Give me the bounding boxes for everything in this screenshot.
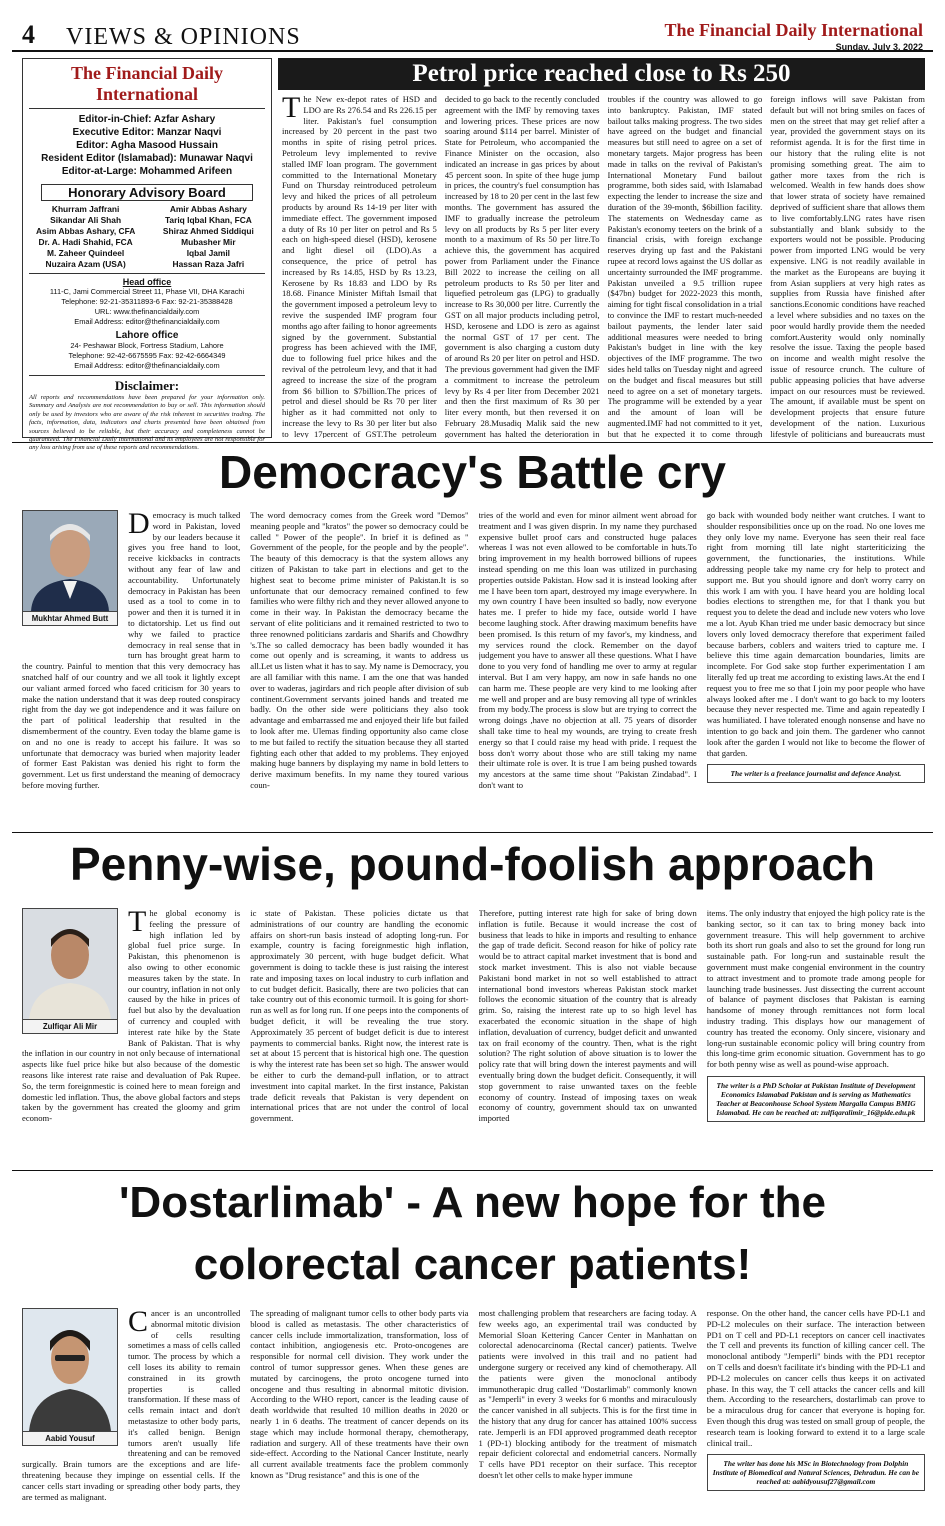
author-bio: The writer has done his MSc in Biotechnology from Dolphin Institute of Biomedical and Natural Sciences, Dehradun. He can be reached at: aabidyousuf27@gmail.com — [707, 1454, 925, 1491]
column-text: emocracy is much talked word in Pakistan, loved by our leaders because it gives you free hand to loot, receive kickbacks in contracts without any fear of law and accountability. Unfortunately democracy in Pakistan has been used as a tool to come in to power and then it is turned it in to dictatorship. Let us find out why we failed to practice democracy in real sense that in turn has brought great harm to the country. Painful to mention that this very democracy has snatched half of our country and we all took it lightly except our valiant armed forced who faced criticism for 30 years to make the nation understand that it was deep routed conspiracy right from the day we got independence and it was failure on the part of political leadership that resulted in the dismemberment of the country. Even today the blame game is on and no one is ready to accept his failure. It was so unfortunate that democracy was buried when majority leader of former East Pakistan was denied his right to form the government. Let us first understand the meaning of democracy before moving further. — [22, 510, 241, 790]
editor-line: Editor-in-Chief: Azfar Ashary — [78, 114, 216, 125]
drop-cap: C — [128, 1308, 149, 1338]
author-bio: The writer is a PhD Scholar at Pakistan Institute of Development Economics Islamabad Pakistan and is serving as Mathematics Teacher at Beaconhouse School System Margalla Campus BMIG Islamabad. He can be reached at: zulfiqaralimir_16@pide.edu.pk — [707, 1076, 925, 1122]
editor-line: Editor: Agha Masood Hussain — [76, 140, 218, 151]
article-column: decided to go back to the recently concluded agreement with the IMF by removing taxes and lowering prices. These prices are now soaring around $114 per barrel. Minister of State for Petroleum, who accompanied the Finance Minister on the occasion, also indicated an increase in gas prices by about 45 percent soon. In spite of thee huge jump in prices, the country's fuel consumption has increased by 18 to 20 per cent in the last few months. The government has assured the IMF to gradually increase the petroleum levy on all products by Rs 5 per liter every month to a maximum of Rs 50 per litre.To achieve this, the government has acquired power from Parliament under the Finance Bill 2022 to increase the ceiling on all petroleum products to Rs 50 per liter and liquefied petroleum gas (LPG) to gradually increase to Rs 30,000 per litre. Currently the GST on all major products including petrol, HSD, kerosene and LDO is zero as against the normal GST of 17 per cent. The government is also charging a custom duty of around Rs 20 per liter on petrol and HSD. The previous government had given the IMF a commitment to increase the petroleum levy by Rs 4 per liter from December 2021 and then the first maximum of Rs 30 per liter every month, but then reversed it on February 28.Musadiq Malik said the new government has halted the deterioration in — [444, 94, 600, 438]
article-column: Therefore, putting interest rate high for sake of bring down inflation is futile. Because it would increase the cost of business that leads to hike in imports and resulting to enhance the gap of trade deficit. Second reason for hike of policy rate would be to attract capital market investment that is bond and stock market investment. This is also not viable because Pakistani bond market in not so well established to attract international bond investors whereas Pakistan stock market follows the economic situation of the country that is already grim. So, raising the interest rate up to so high level has exacerbated the economic situation in the shape of high inflation, devaluation of currency, budget deficit and unwanted tax on frail economy of the country. Then, what is the right solution? The right solution of above situation is to lower the policy rate that will bring down the interest payments and will eventually bring down the budget deficit. Consequently, it will stop government to raise unwanted taxes on the feeble economy of country. Instead of imposing taxes on weak economy of country, government should tax on unwanted imported — [478, 908, 697, 1124]
article-column — [22, 510, 240, 828]
article-column: The spreading of malignant tumor cells to other body parts via blood is called as metastasis. The other characteristics of cancer cells include immortalization, transformation, loss of contact inhibition, angiogenesis etc. Proto-oncogenes are responsible for normal cell division. They work under the control of tumor suppressor genes. When these genes are mutated by carcinogens, the proto oncogene turned into oncogene and thus resulting in abnormal mitotic division. According to the WHO report, cancer is the leading cause of death worldwide that resulted 10 million deaths in 2020 or nearly 1 in 6 deaths. The treatment of cancer depends on its stage which may include hormonal therapy, chemotherapy, radiation and surgery. All of these treatments have their own side-effect. According to the National Cancer Institute, nearly all current available treatments face the problem commonly known as "Drug resistance" and this is one of the — [250, 1308, 469, 1480]
article-column — [282, 94, 437, 438]
advisory-members-right: Amir Abbas Ashary Tariq Iqbal Khan, FCA Shiraz Ahmed Siddiqui Mubasher Mir Iqbal Jamil Hassan Raza Jafri — [162, 204, 254, 269]
article-column: foreign inflows will save Pakistan from default but will not bring smiles on faces of men on the street that may get relief after a year, provided the government stays on its reformist agenda. It is for the first time in our history that the ruling elite is not promising something great. The aim to gather more taxes from the rich is welcomed. Wealth in few hands does show that lower strata of society have remained deprived of sufficient share that allows them to live comfortably.LNG rates have risen substantially and blank subsidy to the exporters would not be possible. Producing power from imported LNG would be very expensive. LNG is not readily available in the market as the Europeans are buying it from Asian suppliers at very high rates as supplies from Russia have finished after sanctions.Economic conditions have reached a level where subsidies and no taxes on the poor would hardly provide them the needed comfort.Austerity would only nominally resolve the issue. Taxing the people based on income and wealth might resolve the issue of resource crunch. The culture of public appeasing policies that have adverse impact on our resources must be reviewed. The amount, if available must be spent on development projects that ensure future development of the nation. Luxurious lifestyle of politicians and bureaucrats must — [770, 94, 925, 438]
issue-date: Sunday, July 3, 2022 — [835, 42, 923, 52]
article-column — [22, 1308, 240, 1522]
editor-line: Resident Editor (Islamabad): Munawar Naqvi — [41, 153, 253, 164]
page-header — [8, 6, 937, 50]
article-column — [707, 510, 925, 828]
editor-line: Executive Editor: Manzar Naqvi — [72, 127, 222, 138]
article-column: tries of the world and even for minor ailment went abroad for treatment and I was given disprin. In my name they purchased expensive bullet proof cars and constructed huge palaces whereas I was not even allowed to be comfortable in huts.To bring improvement in my health borrowed billions of rupees instead spending on me this loan was utilized in purchasing properties outside Pakistan. How sad it is instead looking after me I have been torn apart, destroyed my image everywhere. In my own country I have been insulted so badly, now everyone hates me. I prefer to hide my face, outside world I have become laughing stock. After drawing maximum benefits have been promised. Is this return of my favor's, my kindness, and my services round the clock. Remember on the dayof judgement you have to answer all these questions. What I have done to you very fond of handling me over to army at regular interval. But I am very happy, am now in safe hands no one can harm me. These people are very kind to me looking after me well and proper and are busy removing all type of wrinkles from my body.The process is slow but are trying to correct the wrong doings ,have no objection at all. 75 years of disorder shall take time to heal my wounds, are trying to create fresh energy so that I could raise my head with pride. I request the boss don't worry about those who are still taking my name their ultimate role is over. It is true I am being pushed towards my ancestors at the same time shout "Pakistan Zindabad". I don't want to — [478, 510, 697, 790]
drop-cap: D — [128, 510, 150, 540]
article-headline: Penny-wise, pound-foolish approach — [69, 838, 876, 890]
head-office-title: Head office — [122, 277, 172, 287]
disclaimer-title: Disclaimer: — [29, 375, 265, 394]
column-text: he global economy is feeling the pressure of high inflation led by global fuel price surge. In Pakistan, this phenomenon is also owing to other economic measures taken by the state. In our country, inflation in not only caused by the hike in prices of fuel but also by the devaluation of currency and coupled with interest rate hike by the State Bank of Pakistan. That is why the inflation in our country in not only because of international aspects like fuel price hike but also because of the domestic reasons like interest rate raise and devaluation of Pak Rupee. So, the term foreignmestic is coined here to mean foreign and domestic led inflation. Thus, the above global factors and steps taken by the government has created the gloomy and grim econom- — [22, 908, 241, 1124]
column-text: ancer is an uncontrolled abnormal mitotic division of cells resulting sometimes a mass of cells called tumor. The process by which a cell loses its ability to remain constrained in its growth properties is called transformation. If these mass of cells remain intact and don't metastasize to other body parts, it's called benign. Benign tumors aren't usually life threatening and can be removed surgically. Brain tumors are the exceptions and are life- threatening because they impinge on essential cells. If the cancer cells start invading or spreading other body parts, they are termed as malignant. — [22, 1308, 241, 1502]
article-headline-line1: 'Dostarlimab' - A new hope for the — [118, 1178, 827, 1227]
column-text: he New ex-depot rates of HSD and LDO are Rs 276.54 and Rs 226.15 per liter. Pakistan's fuel consumption increased by 20 percent in the past two months in spite of rising petrol prices. Petroleum levy implemented to revive stalled IMF loan program. The government committed to the International Monetary Fund on Thursday reintroduced petroleum levy and hiked the prices of all petroleum products by around Rs 14-19 per liter with immediate effect. The government imposed a duty of Rs 10 per liter on petrol and Rs 5 each on high-speed diesel (HSD), kerosene and light diesel oil (LDO).As a consequence, the price of petrol has increased by Rs 14.85, HSD by Rs 13.23, Kerosene by Rs 18.83 and LDO by Rs 18.68. Finance Minister Miftah Ismail that the government imposed a petroleum levy to revive the suspended IMF program four months ago after failing to honor agreements signed by the government. Substantial progress has been achieved with the IMF, due to following fuel price hikes and the revival of the petroleum levy, and that it had agreed to increase the size of the program from $6 billion to $7billion.The prices of petrol and diesel should be Rs 70 per liter higher as it had committed not only to increase the levy to Rs 30 per liter but also to levy 17percent of GST.The petroleum — [282, 94, 437, 438]
editor-list — [29, 113, 265, 178]
lahore-office-address: 24- Peshawar Block, Fortress Stadium, Lahore Telephone: 92-42-6675595 Fax: 92-42-6664349 Email Address: editor@thefinancialdaily.com — [68, 341, 226, 370]
author-bio: The writer is a freelance journalist and defence Analyst. — [707, 764, 925, 783]
article-column: most challenging problem that researchers are facing today. A few weeks ago, an experimental trail was conducted by Memorial Sloan Kettering Cancer Center in Manhattan on colorectal adenocarcinoma (Rectal cancer) patients. Twelve patients were involved in this trail and no patient had undergone surgery or received any kind of chemotherapy. All the patients were given the monoclonal antibody immunotherapic drug called "Dostarlimab" commonly known as "Jemperli" in every 3 weeks for 6 months and miraculously the cancer vanished in all subjects. This is for the first time in the history that any drug for cancer has attained 100% success rate. Jemperli is an FDI approved programmed death receptor 1 (PD-1) blocking antibody for the treatment of mismatch repair deficient colorectal and endometrial cancers. Normally T cells have PD1 receptor on their surface. This receptor doesn't let other cells to make hyper immune — [478, 1308, 697, 1480]
article-column — [707, 1308, 925, 1522]
article-body — [22, 510, 925, 828]
article-column — [22, 908, 240, 1168]
section-divider — [12, 1170, 933, 1171]
drop-cap: T — [282, 94, 301, 124]
column-text: items. The only industry that enjoyed the high policy rate is the banking sector, so it can tax to bring money back into government treasure. This will help government to archive both its short run goals and also to set the ground for long run sustainable path. For long-run and sustainable result the government must make congenial environment in the country to attract investment and to promote trade among people for launching trade businesses. Just dissecting the current account of balance of payment discloses that Pakistan is earning handsome of money through remittances not form local industry trading. This displays how our management of country has treated the economy. Only sincere, visionary and long-run sustainable economic policy will bring country from this long-time grim economic situation. Government has to go for both penny wise as well as pound-wise approach. — [706, 908, 925, 1070]
author-name: Mukhtar Ahmed Butt — [23, 611, 117, 625]
author-name: Aabid Yousuf — [23, 1431, 117, 1445]
article-column: The word democracy comes from the Greek word "Demos" meaning people and "kratos" the power so democracy could be called " Power of the people". In brief it is defined as " Government of the people, for the people and by the people". The beauty of this democracy is that the system allows any citizen of Pakistan to take part in elections and get to the highest seat to become prime minister of Pakistan.It is so unfortunate that our democracy remained confined to few families who were filthy rich and they never allowed anyone to come in their way. In Pakistan the democracy became the servant of elite politicians and it remained restricted to two to three renowned politicians zardaris and Sharifs and Chowdhry 's.The so called democracy has been badly wounded it has come out openly and is screaming, it wants to address us all.Let us listen what it has to say. My name is Democracy, you are all familiar with this name. I am the one that was handed over to waderas, jagirdars and rich people after division of sub continent.Government servants joined hands and treated me badly. On the other side were politicians they also took advantage and embarrassed me and enjoyed their life but failed to look after me. Ulemas finding opportunity also came close to me but failed to rectify the situation because they all started fighting each other that added to my problems. They enjoyed making huge banners by displaying my name in bold letters to derive maximum benefits. In my name they toured various coun- — [250, 510, 469, 790]
column-text: go back with wounded body neither want crutches. I want to shoulder responsibilities once up on the road. No one loves me they only love my name. Everyone has seen their real face right from morning till late night starteriticizing the government, the functionaries, the institutions. While addressing people take my name cry for help to protect and support me. But you should ignore and don't worry carry on this work I am with you. I have heard you are holding local bodies elections to strengthen me, for that I thank you but request you to delete the dead and include new voters who love me a lot. Ayub Khan tried me under basic democracy but since lovers only loved democracy therefore that experiment failed because barbers, coblers and waiters tried to capture me. I believe this time again demarcation boundaries, limits are incomplete. For God sake stop further experimentation I am literally fed up treat me according to existing laws.At the end I request you to free me so that I join my poor people who have always looked after me . I don't want to go back to my looters because they never respected me. Time and again repeatedly I was humiliated. I have tolerated enough nonsense and have no intention to go back and join them. The gardener who cannot look after the garden I would not like to become the flower of that garden. — [706, 510, 925, 758]
section-title: VIEWS & OPINIONS — [66, 24, 301, 50]
lead-article-body — [282, 94, 925, 438]
author-name: Zulfiqar Ali Mir — [23, 1019, 117, 1033]
section-divider — [12, 832, 933, 833]
lahore-office-title: Lahore office — [115, 330, 179, 341]
infobox-paper-name: The Financial Daily International — [29, 63, 265, 109]
column-text: response. On the other hand, the cancer cells have PD-L1 and PD-L2 molecules on their surface. The interaction between PD1 on T cell and PD-L1 receptors on cancer cell inactivates the T cell and prevents its function of killing cancer cell. The monoclonal antibody "Jemperli" binds with the PD1 receptor on T cells and doesn't facilitate it's binding with the PD-L1 and PD-L2 molecules on cancer cells thus keeps it on activated phase. In this way, the T cell attacks the cancer cells and kill them. According to the researchers, dostarlimab can prove to be a miraculous drug for cancer that everyone is hoping for. Even though this drug was tested on small group of people, the research team is looking forward to extend it to a large scale clinical trail.. — [706, 1308, 925, 1448]
article-body — [22, 1308, 925, 1522]
lead-headline: Petrol price reached close to Rs 250 — [278, 58, 925, 90]
drop-cap: T — [128, 908, 147, 938]
advisory-members-left: Khurram Jaffrani Sikandar Ali Shah Asim Abbas Ashary, CFA Dr. A. Hadi Shahid, FCA M. Zaheer Quindeel Nuzaira Azam (USA) — [35, 204, 136, 269]
masthead-title: The Financial Daily International — [664, 20, 923, 40]
page-number: 4 — [22, 20, 35, 49]
editor-line: Editor-at-Large: Mohammed Arifeen — [61, 166, 233, 177]
article-body — [22, 908, 925, 1168]
article-column: ic state of Pakistan. These policies dictate us that administrations of our country are handling the economic affairs on short-run basis instead of adopting long-run. For example, country is facing foreignmestic high inflation, approximately 30 percent, with huge budget deficit. What government is doing to tackle these is just raising the interest rate and imposing taxes on local industry to curb inflation and to cut budget deficit. Basically, there are two policies that can take country out of this economic turmoil. It is going for short-run as well as for long run. If one peeps into the components of budget deficit, it will be revealing the true story. Approximately 35 percent of budget deficit is due to interest payments to commercial banks. Right now, the interest rate is set at about 15 percent that is historical high one. The question is why the interest rate has been set so high. The answer would be either to curb the demand-pull inflation, or to attract investment into capital market. In the first instance, Pakistan trade deficit reveals that Pakistan is very dependent on international prices that are not under the control of local government. — [250, 908, 469, 1124]
article-headline: Democracy's Battle cry — [219, 446, 726, 498]
section-divider — [12, 442, 933, 443]
advisory-board-members — [29, 204, 265, 274]
header-rule — [12, 50, 933, 52]
article-column — [707, 908, 925, 1168]
article-column: troubles if the country was allowed to go into bankruptcy. Pakistan, IMF stated bailout talks making progress. The two sides have agreed on the budget and financial measures but still need to agree on a set of monetary targets. Major progress has been made in talks on the revival of Pakistan's International Monetary Fund bailout programme, both sides said, with Islamabad expecting the lender to increase the size and duration of the 39-month, $6billion facility. The statements on Wednesday came as Pakistan's economy teeters on the brink of a financial crisis, with foreign exchange reserves drying up fast and the Pakistani rupee at record lows against the US dollar as uncertainty surrounded the IMF programme. Pakistan unveiled a 9.5 trillion rupee ($47bn) budget for 2022-2023 this month, aiming for tight fiscal consolidation in a trial to convince the IMF to restart much-needed bailout payments, the lender later said additional measures were needed to bring Pakistan's budget in line with the key objectives of the IMF programme. The two sides held talks on Tuesday night and agreed on the budget and fiscal measures but still need to agree on a set of monetary targets. The programme will be extended by a year and the amount of loan will be augmented.IMF had not committed to it yet, but that he expected it to come through — [607, 94, 763, 438]
advisory-board-title: Honorary Advisory Board — [41, 184, 253, 201]
article-headline-line2: colorectal cancer patients! — [193, 1240, 752, 1289]
editorial-infobox — [22, 58, 272, 452]
disclaimer-text: All reports and recommendations have been prepared for your information only. Summary and Analysis are not recommendation to buy or sell. This information should only be used by investors who are aware of the risk inherent in securities trading. The facts, information, data, indicators and charts presented have been obtained from sources believed to be reliable, but their accuracy and completeness cannot be guaranteed. The Financial Daily International and its employees are not responsible for any loss arising from use of these reports and recommendations. — [29, 394, 265, 452]
head-office-address: 111-C, Jami Commercial Street 11, Phase VII, DHA Karachi Telephone: 92-21-35311893-6 Fax: 92-21-35388428 URL: www.thefinancialdaily.com Email Address: editor@thefinancialdaily.com — [49, 287, 245, 326]
